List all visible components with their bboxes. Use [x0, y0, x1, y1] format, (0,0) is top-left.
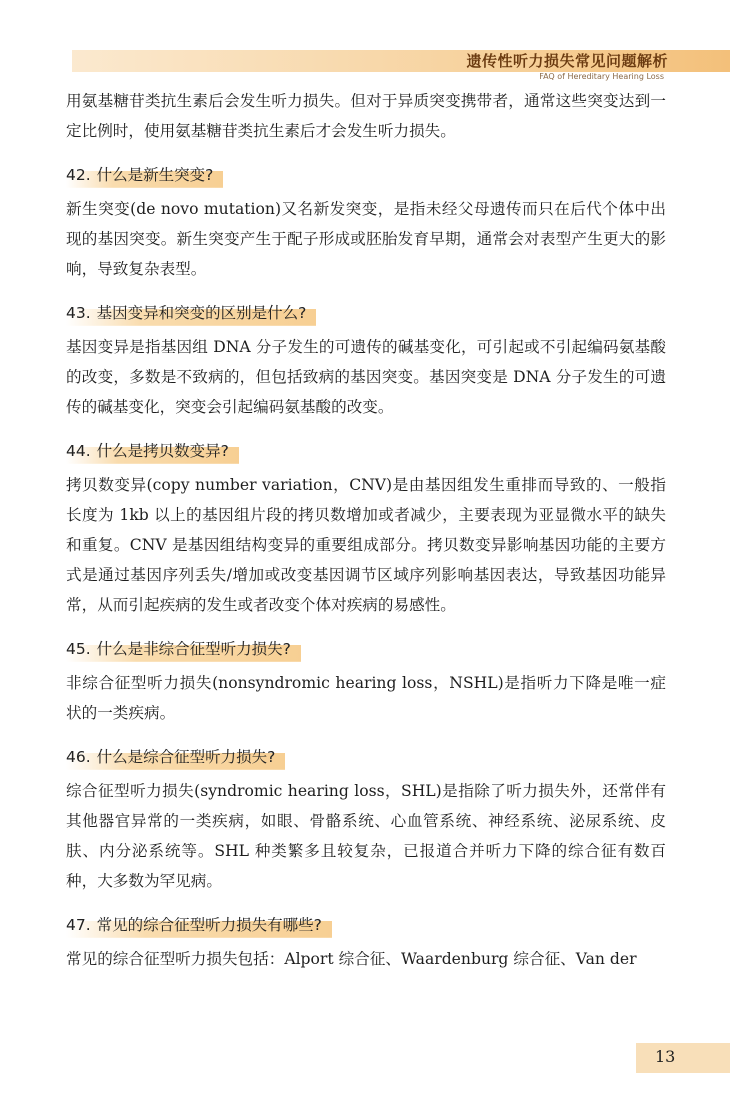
section-44 — [66, 436, 666, 620]
question-number: 44. — [66, 442, 91, 460]
question-heading — [66, 160, 223, 188]
question-heading — [66, 436, 239, 464]
page-body — [66, 86, 666, 974]
answer-paragraph: 非综合征型听力损失(nonsyndromic hearing loss，NSHL)是指听力下降是唯一症状的一类疾病。 — [66, 674, 666, 722]
answer-paragraph: 新生突变(de novo mutation)又名新发突变，是指未经父母遗传而只在后代个体中出现的基因突变。新生突变产生于配子形成或胚胎发育早期，通常会对表型产生更大的影响，导致复杂表型。 — [66, 200, 666, 278]
answer-paragraph: 拷贝数变异(copy number variation，CNV)是由基因组发生重排而导致的、一般指长度为 1kb 以上的基因组片段的拷贝数增加或者减少，主要表现为亚显微水平的缺失和重复。CNV 是基因组结构变异的重要组成部分。拷贝数变异影响基因功能的主要方式是通过基因序列丢失/增加或改变基因调节区域序列影响基因表达，导致基因功能异常，从而引起疾病的发生或者改变个体对疾病的易感性。 — [66, 476, 666, 614]
section-46 — [66, 742, 666, 896]
question-number: 45. — [66, 640, 91, 658]
running-header-title: 遗传性听力损失常见问题解析 — [466, 52, 668, 70]
question-number: 43. — [66, 304, 91, 322]
question-number: 47. — [66, 916, 91, 934]
question-heading — [66, 634, 301, 662]
section-45 — [66, 634, 666, 728]
question-text: 基因变异和突变的区别是什么? — [96, 304, 307, 322]
question-text: 什么是新生突变? — [96, 166, 214, 184]
section-43 — [66, 298, 666, 422]
section-47 — [66, 910, 666, 974]
page-number-tab — [636, 1043, 730, 1073]
answer-paragraph: 基因变异是指基因组 DNA 分子发生的可遗传的碱基变化，可引起或不引起编码氨基酸的改变，多数是不致病的，但包括致病的基因突变。基因突变是 DNA 分子发生的可遗传的碱基变化，突变会引起编码氨基酸的改变。 — [66, 338, 666, 416]
question-heading — [66, 742, 285, 770]
question-text: 什么是拷贝数变异? — [96, 442, 229, 460]
question-text: 什么是综合征型听力损失? — [96, 748, 276, 766]
running-header-subtitle: FAQ of Hereditary Hearing Loss — [539, 72, 664, 81]
page-number: 13 — [655, 1047, 676, 1066]
question-number: 42. — [66, 166, 91, 184]
intro-paragraph: 用氨基糖苷类抗生素后会发生听力损失。但对于异质突变携带者，通常这些突变达到一定比例时，使用氨基糖苷类抗生素后才会发生听力损失。 — [66, 92, 666, 140]
section-42 — [66, 160, 666, 284]
question-text: 什么是非综合征型听力损失? — [96, 640, 291, 658]
question-heading — [66, 298, 316, 326]
answer-paragraph: 常见的综合征型听力损失包括：Alport 综合征、Waardenburg 综合征、Van der — [66, 950, 637, 968]
answer-paragraph: 综合征型听力损失(syndromic hearing loss，SHL)是指除了听力损失外，还常伴有其他器官异常的一类疾病，如眼、骨骼系统、心血管系统、神经系统、泌尿系统、皮肤、内分泌系统等。SHL 种类繁多且较复杂，已报道合并听力下降的综合征有数百种，大多数为罕见病。 — [66, 782, 666, 890]
question-number: 46. — [66, 748, 91, 766]
question-heading — [66, 910, 332, 938]
question-text: 常见的综合征型听力损失有哪些? — [96, 916, 322, 934]
